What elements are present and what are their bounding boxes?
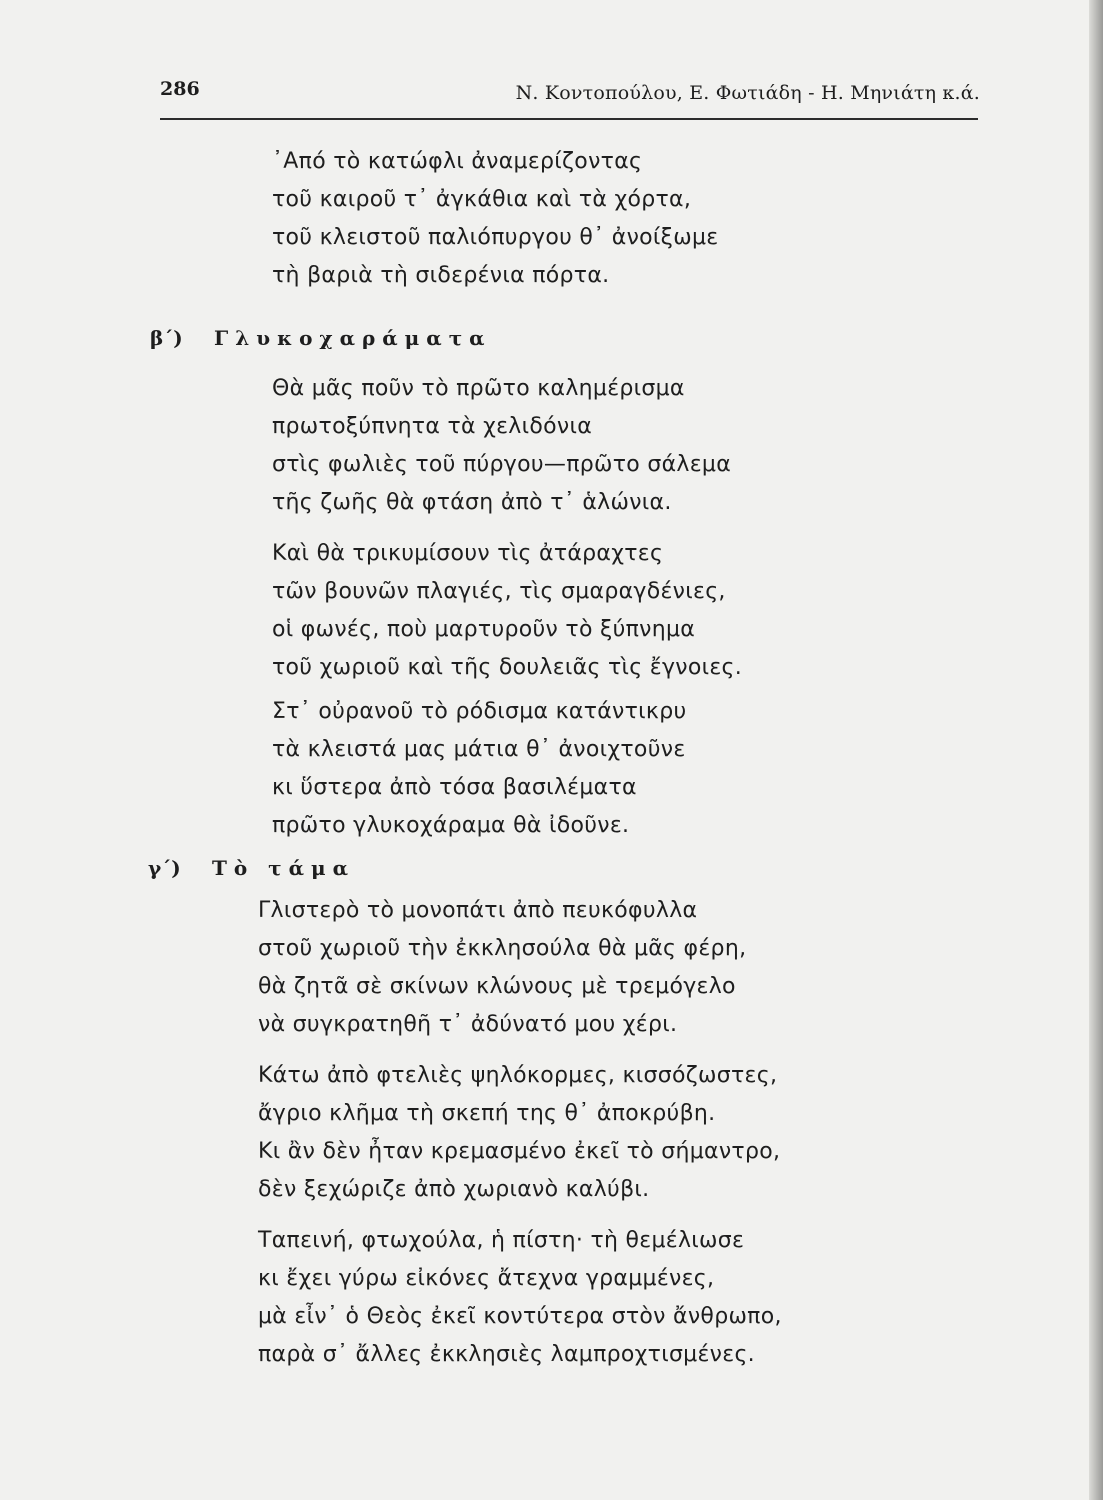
verse-line: Γλιστερὸ τὸ μονοπάτι ἀπὸ πευκόφυλλα	[258, 898, 698, 923]
header-rule	[160, 118, 978, 120]
verse-line: κι ἔχει γύρω εἰκόνες ἄτεχνα γραμμένες,	[258, 1266, 715, 1291]
section-title: Τὸ τάμα	[212, 856, 356, 880]
section-heading-c	[148, 856, 355, 880]
verse-line: τοῦ κλειστοῦ παλιόπυργου θ᾿ ἀνοίξωμε	[272, 225, 719, 250]
verse-line: ᾿Από τὸ κατώφλι ἀναμερίζοντας	[272, 149, 643, 174]
verse-line: πρῶτο γλυκοχάραμα θὰ ἰδοῦνε.	[272, 813, 630, 838]
section-title: Γλυκοχαράματα	[214, 326, 492, 350]
page-number: 286	[160, 78, 200, 100]
verse-line: μὰ εἶν᾿ ὁ Θεὸς ἐκεῖ κοντύτερα στὸν ἄνθρωπο,	[258, 1304, 782, 1329]
verse-line: δὲν ξεχώριζε ἀπὸ χωριανὸ καλύβι.	[258, 1177, 650, 1202]
verse-line: νὰ συγκρατηθῆ τ᾿ ἀδύνατό μου χέρι.	[258, 1012, 678, 1037]
verse-line: τῆς ζωῆς θὰ φτάση ἀπὸ τ᾿ ἁλώνια.	[272, 490, 672, 515]
intro-stanza	[272, 143, 718, 295]
running-head: Ν. Κοντοπούλου, Ε. Φωτιάδη - Η. Μηνιάτη κ.ά.	[515, 82, 980, 104]
section-heading-b	[150, 326, 492, 350]
verse-line: ἄγριο κλῆμα τὴ σκεπή της θ᾿ ἀποκρύβη.	[258, 1101, 716, 1126]
verse-line: τοῦ χωριοῦ καὶ τῆς δουλειᾶς τὶς ἔγνοιες.	[272, 655, 743, 680]
verse-line: Κι ἂν δὲν ἦταν κρεμασμένο ἐκεῖ τὸ σήμαντρο,	[258, 1139, 781, 1164]
page-header	[160, 78, 980, 108]
verse-line: τὴ βαριὰ τὴ σιδερένια πόρτα.	[272, 263, 610, 288]
page-edge-shadow	[1089, 0, 1103, 1500]
section-marker: β΄)	[150, 326, 183, 350]
stanza-c-3	[258, 1222, 782, 1374]
verse-line: τῶν βουνῶν πλαγιές, τὶς σμαραγδένιες,	[272, 579, 726, 604]
verse-line: Στ᾿ οὐρανοῦ τὸ ρόδισμα κατάντικρυ	[272, 699, 687, 724]
stanza-c-1	[258, 892, 746, 1044]
stanza-b-2	[272, 535, 742, 687]
verse-line: τὰ κλειστά μας μάτια θ᾿ ἀνοιχτοῦνε	[272, 737, 686, 762]
verse-line: οἱ φωνές, ποὺ μαρτυροῦν τὸ ξύπνημα	[272, 617, 696, 642]
verse-line: πρωτοξύπνητα τὰ χελιδόνια	[272, 414, 593, 439]
verse-line: Κάτω ἀπὸ φτελιὲς ψηλόκορμες, κισσόζωστες,	[258, 1063, 778, 1088]
verse-line: στὶς φωλιὲς τοῦ πύργου—πρῶτο σάλεμα	[272, 452, 731, 477]
verse-line: στοῦ χωριοῦ τὴν ἐκκλησούλα θὰ μᾶς φέρη,	[258, 936, 747, 961]
verse-line: παρὰ σ᾿ ἄλλες ἐκκλησιὲς λαμπροχτισμένες.	[258, 1342, 755, 1367]
stanza-b-1	[272, 370, 731, 522]
verse-line: κι ὕστερα ἀπὸ τόσα βασιλέματα	[272, 775, 637, 800]
verse-line: Ταπεινή, φτωχούλα, ἡ πίστη· τὴ θεμέλιωσε	[258, 1228, 745, 1253]
verse-line: Καὶ θὰ τρικυμίσουν τὶς ἀτάραχτες	[272, 541, 664, 566]
stanza-b-3	[272, 693, 686, 845]
verse-line: Θὰ μᾶς ποῦν τὸ πρῶτο καλημέρισμα	[272, 376, 685, 401]
section-marker: γ΄)	[148, 856, 181, 880]
stanza-c-2	[258, 1057, 780, 1209]
verse-line: τοῦ καιροῦ τ᾿ ἀγκάθια καὶ τὰ χόρτα,	[272, 187, 692, 212]
verse-line: θὰ ζητᾶ σὲ σκίνων κλώνους μὲ τρεμόγελο	[258, 974, 736, 999]
